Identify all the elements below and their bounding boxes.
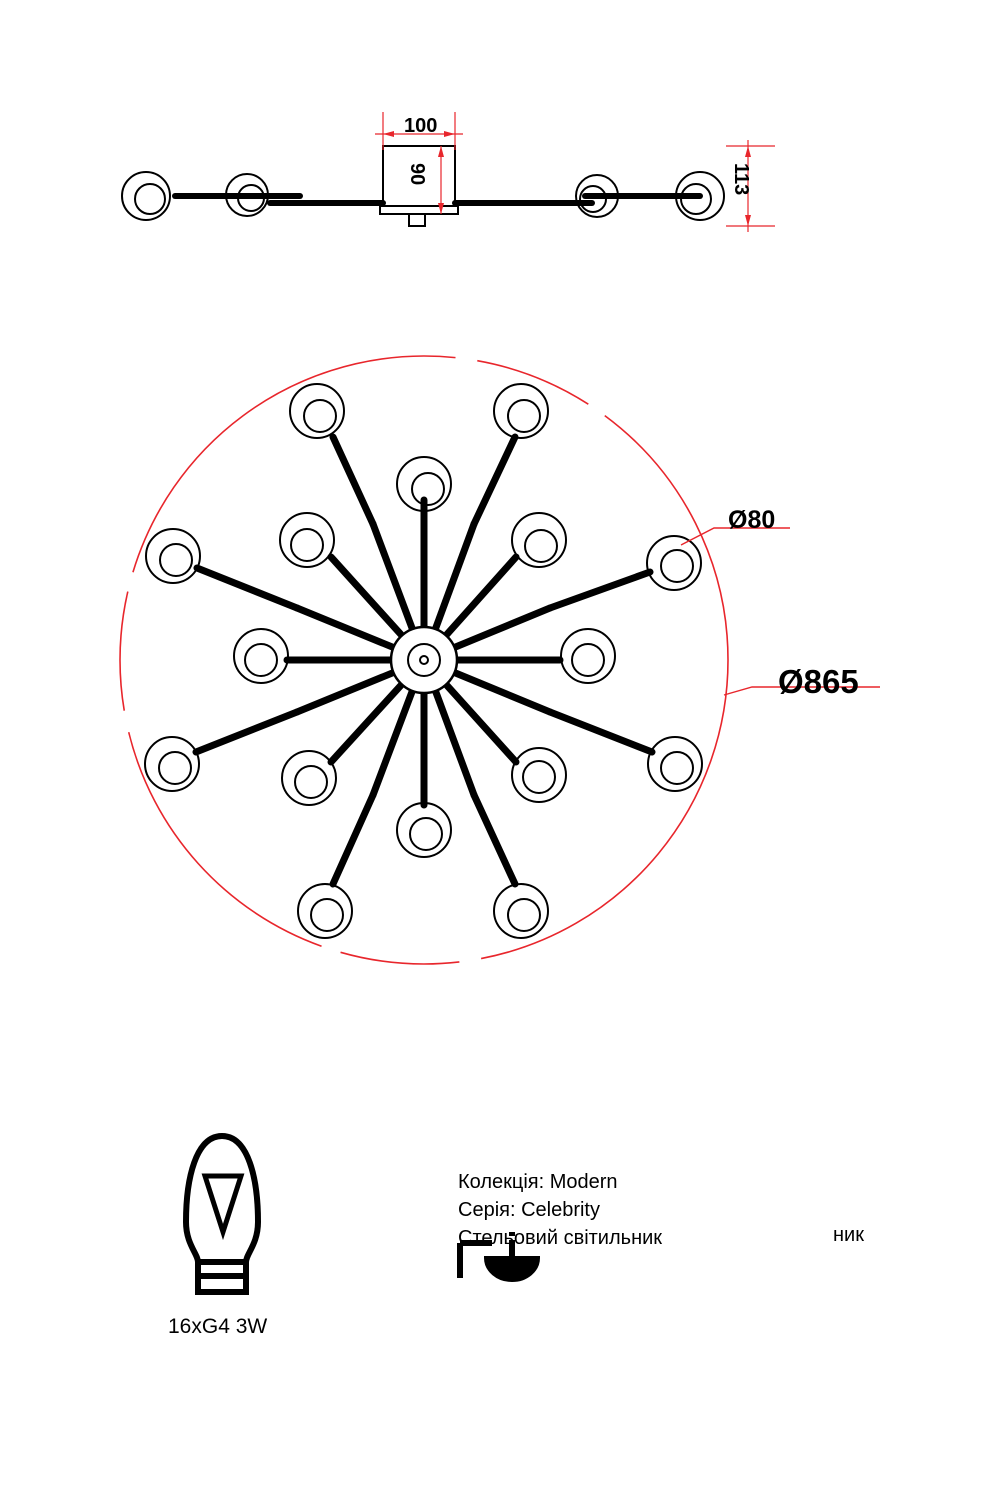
ceiling-lamp-shade — [486, 1258, 538, 1280]
shade-inner-10 — [661, 550, 693, 582]
dimension-total-height: 113 — [730, 163, 752, 196]
shade-inner-9 — [508, 400, 540, 432]
shade-inner-3 — [572, 644, 604, 676]
canopy-stem — [409, 214, 425, 226]
shade-inner-5 — [410, 818, 442, 850]
canopy-base — [380, 206, 458, 214]
bulb-base-bottom — [198, 1276, 246, 1292]
product-info-block — [458, 1168, 662, 1252]
shade-inner-13 — [311, 899, 343, 931]
shade-outline-7 — [234, 629, 288, 683]
shade-inner-12 — [508, 899, 540, 931]
shade-inner-4 — [523, 761, 555, 793]
lamp-symbol — [186, 1136, 258, 1292]
dimension-overall-diameter: Ø865 — [778, 663, 859, 700]
center-hub-dot — [420, 656, 428, 664]
shade-outline-3 — [561, 629, 615, 683]
shade-outline-8 — [280, 513, 334, 567]
shade-inner-16 — [304, 400, 336, 432]
arrow-113-top — [745, 146, 751, 157]
bulb-outline — [186, 1136, 258, 1262]
shade-left-1-inner — [135, 184, 165, 214]
arrow-113-bottom — [745, 215, 751, 226]
shade-inner-7 — [245, 644, 277, 676]
arm-16 — [290, 384, 424, 660]
shade-inner-6 — [295, 766, 327, 798]
shade-inner-2 — [525, 530, 557, 562]
dimension-shade-diameter: Ø80 — [728, 506, 776, 534]
shade-inner-1 — [412, 473, 444, 505]
side-elevation-view — [122, 146, 724, 226]
shade-inner-11 — [661, 752, 693, 784]
product-type-line: Стельовий світильник — [458, 1227, 663, 1249]
bottom-plan-view — [120, 356, 880, 964]
shade-inner-15 — [160, 544, 192, 576]
dimension-canopy-width: 100 — [404, 115, 438, 137]
lamp-spec-label: 16xG4 3W — [168, 1315, 268, 1338]
bulb-filament — [205, 1176, 241, 1232]
arrow-100-right — [444, 131, 455, 137]
collection-line: Колекція: Modern — [458, 1171, 618, 1193]
shade-inner-8 — [291, 529, 323, 561]
shade-inner-14 — [159, 752, 191, 784]
series-line: Серія: Celebrity — [458, 1199, 600, 1221]
product-type-overlap-fragment: ник — [833, 1224, 864, 1246]
shade-outline-2 — [512, 513, 566, 567]
arrow-100-left — [383, 131, 394, 137]
dimension-canopy-height: 90 — [406, 163, 428, 186]
